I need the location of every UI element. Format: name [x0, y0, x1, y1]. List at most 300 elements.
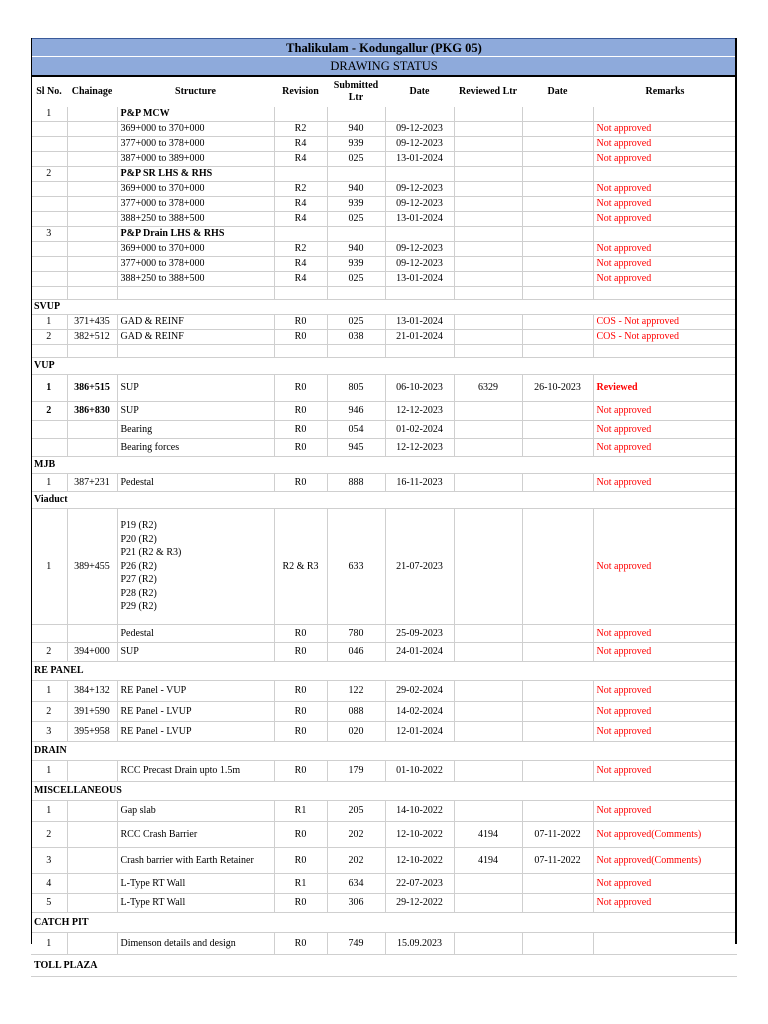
cell-reviewed-date [522, 315, 593, 330]
cell-sl-no: 2 [31, 167, 67, 182]
cell-date: 12-12-2023 [385, 402, 454, 421]
cell-sl-no: 1 [31, 761, 67, 782]
cell-date: 24-01-2024 [385, 643, 454, 662]
cell-sl-no: 1 [31, 681, 67, 702]
spacer-row [31, 287, 737, 300]
cell-remarks: Reviewed [593, 375, 737, 402]
cell-chainage [67, 421, 117, 439]
cell-revision: R0 [274, 681, 327, 702]
empty-cell [274, 287, 327, 300]
cell-reviewed-ltr [454, 167, 522, 182]
section-header-row [31, 782, 737, 801]
table-row [31, 182, 737, 197]
cell-chainage [67, 874, 117, 894]
cell-structure: Pedestal [117, 625, 274, 643]
empty-cell [117, 287, 274, 300]
cell-date: 22-07-2023 [385, 874, 454, 894]
cell-date: 21-01-2024 [385, 330, 454, 345]
section-title: MISCELLANEOUS [31, 782, 737, 801]
cell-date: 13-01-2024 [385, 272, 454, 287]
cell-submitted-ltr: 939 [327, 257, 385, 272]
cell-remarks: Not approved [593, 212, 737, 227]
cell-structure: Bearing [117, 421, 274, 439]
cell-date: 16-11-2023 [385, 474, 454, 492]
col-header-date: Date [409, 86, 430, 97]
cell-structure: 388+250 to 388+500 [117, 212, 274, 227]
cell-revision: R1 [274, 874, 327, 894]
section-header-row [31, 662, 737, 681]
cell-reviewed-date [522, 330, 593, 345]
cell-date [385, 107, 454, 122]
cell-chainage [67, 107, 117, 122]
cell-submitted-ltr: 634 [327, 874, 385, 894]
cell-chainage: 386+830 [67, 402, 117, 421]
table-row [31, 107, 737, 122]
cell-reviewed-ltr [454, 681, 522, 702]
cell-revision [274, 227, 327, 242]
cell-reviewed-date [522, 197, 593, 212]
cell-revision: R2 & R3 [274, 509, 327, 625]
empty-cell [385, 345, 454, 358]
cell-reviewed-date [522, 509, 593, 625]
cell-remarks: Not approved [593, 801, 737, 822]
cell-sl-no: 3 [31, 227, 67, 242]
project-title: Thalikulam - Kodungallur (PKG 05) [31, 39, 737, 57]
table-row [31, 421, 737, 439]
cell-structure: 377+000 to 378+000 [117, 257, 274, 272]
table-row [31, 509, 737, 625]
cell-reviewed-ltr [454, 722, 522, 742]
table-row [31, 212, 737, 227]
cell-revision: R0 [274, 894, 327, 913]
cell-remarks: Not approved [593, 197, 737, 212]
cell-remarks: Not approved [593, 257, 737, 272]
table-row [31, 874, 737, 894]
cell-reviewed-date [522, 167, 593, 182]
section-header-row [31, 955, 737, 977]
cell-remarks: Not approved [593, 874, 737, 894]
cell-reviewed-date [522, 874, 593, 894]
cell-reviewed-date [522, 212, 593, 227]
cell-remarks [593, 167, 737, 182]
cell-remarks: COS - Not approved [593, 330, 737, 345]
cell-submitted-ltr: 025 [327, 272, 385, 287]
cell-sl-no: 1 [31, 315, 67, 330]
cell-sl-no: 1 [31, 375, 67, 402]
cell-remarks [593, 107, 737, 122]
cell-revision: R4 [274, 212, 327, 227]
cell-structure: RCC Crash Barrier [117, 822, 274, 848]
table-row [31, 242, 737, 257]
section-header-row [31, 300, 737, 315]
drawing-status-table [31, 38, 737, 977]
cell-date: 12-10-2022 [385, 822, 454, 848]
cell-remarks: Not approved [593, 702, 737, 722]
cell-revision [274, 107, 327, 122]
cell-remarks: Not approved [593, 625, 737, 643]
cell-reviewed-date [522, 227, 593, 242]
cell-chainage [67, 212, 117, 227]
cell-remarks: Not approved [593, 643, 737, 662]
cell-chainage [67, 933, 117, 955]
cell-chainage [67, 242, 117, 257]
cell-reviewed-date [522, 761, 593, 782]
cell-date: 09-12-2023 [385, 257, 454, 272]
cell-submitted-ltr: 205 [327, 801, 385, 822]
cell-submitted-ltr: 306 [327, 894, 385, 913]
empty-cell [593, 345, 737, 358]
col-header-reviewed-ltr: Reviewed Ltr [458, 86, 518, 97]
section-header-row [31, 457, 737, 474]
cell-remarks: Not approved [593, 242, 737, 257]
cell-chainage [67, 197, 117, 212]
cell-reviewed-date [522, 402, 593, 421]
cell-sl-no [31, 625, 67, 643]
cell-remarks: Not approved [593, 722, 737, 742]
section-title: MJB [31, 457, 737, 474]
cell-reviewed-date [522, 257, 593, 272]
cell-structure: 369+000 to 370+000 [117, 182, 274, 197]
cell-chainage: 394+000 [67, 643, 117, 662]
cell-reviewed-ltr [454, 874, 522, 894]
col-header-sl-no: Sl No. [36, 86, 62, 97]
cell-reviewed-ltr [454, 643, 522, 662]
cell-date: 14-10-2022 [385, 801, 454, 822]
cell-chainage [67, 152, 117, 167]
cell-chainage [67, 257, 117, 272]
cell-structure: P&P Drain LHS & RHS [117, 227, 274, 242]
cell-chainage: 384+132 [67, 681, 117, 702]
cell-date: 09-12-2023 [385, 242, 454, 257]
cell-date: 12-12-2023 [385, 439, 454, 457]
cell-remarks: Not approved [593, 474, 737, 492]
cell-structure: P19 (R2) P20 (R2) P21 (R2 & R3) P26 (R2) P27 (R2) P28 (R2) P29 (R2) [117, 509, 274, 625]
cell-date: 06-10-2023 [385, 375, 454, 402]
cell-date: 01-02-2024 [385, 421, 454, 439]
section-header-row [31, 742, 737, 761]
cell-submitted-ltr: 888 [327, 474, 385, 492]
cell-revision: R4 [274, 257, 327, 272]
cell-reviewed-date [522, 702, 593, 722]
table-row [31, 474, 737, 492]
cell-reviewed-ltr [454, 197, 522, 212]
cell-reviewed-date [522, 137, 593, 152]
table-row [31, 122, 737, 137]
section-header-row [31, 492, 737, 509]
cell-submitted-ltr: 088 [327, 702, 385, 722]
cell-structure: 387+000 to 389+000 [117, 152, 274, 167]
empty-cell [274, 345, 327, 358]
col-header-remarks: Remarks [645, 86, 685, 97]
cell-structure: RE Panel - VUP [117, 681, 274, 702]
cell-reviewed-date [522, 801, 593, 822]
cell-sl-no [31, 137, 67, 152]
cell-submitted-ltr: 122 [327, 681, 385, 702]
cell-reviewed-date [522, 182, 593, 197]
cell-submitted-ltr: 038 [327, 330, 385, 345]
cell-structure: SUP [117, 643, 274, 662]
cell-structure: 377+000 to 378+000 [117, 137, 274, 152]
cell-sl-no [31, 152, 67, 167]
cell-chainage [67, 761, 117, 782]
cell-submitted-ltr: 749 [327, 933, 385, 955]
cell-date: 25-09-2023 [385, 625, 454, 643]
cell-reviewed-ltr [454, 182, 522, 197]
section-title: SVUP [31, 300, 737, 315]
cell-structure: L-Type RT Wall [117, 874, 274, 894]
cell-sl-no: 2 [31, 702, 67, 722]
section-title: CATCH PIT [31, 913, 737, 933]
table-row [31, 375, 737, 402]
empty-cell [454, 287, 522, 300]
section-header-row [31, 913, 737, 933]
cell-chainage [67, 625, 117, 643]
cell-revision: R0 [274, 402, 327, 421]
cell-revision: R2 [274, 242, 327, 257]
cell-sl-no: 3 [31, 722, 67, 742]
cell-sl-no: 1 [31, 801, 67, 822]
cell-reviewed-ltr [454, 227, 522, 242]
cell-submitted-ltr: 946 [327, 402, 385, 421]
table-row [31, 848, 737, 874]
col-header-reviewed-date: Date [547, 86, 568, 97]
cell-remarks: Not approved [593, 152, 737, 167]
cell-chainage: 391+590 [67, 702, 117, 722]
cell-date: 09-12-2023 [385, 182, 454, 197]
cell-structure: 369+000 to 370+000 [117, 242, 274, 257]
cell-chainage: 395+958 [67, 722, 117, 742]
cell-remarks: Not approved [593, 182, 737, 197]
cell-reviewed-ltr [454, 272, 522, 287]
cell-reviewed-ltr [454, 315, 522, 330]
cell-submitted-ltr: 940 [327, 242, 385, 257]
cell-reviewed-ltr [454, 761, 522, 782]
section-header-row [31, 358, 737, 375]
cell-reviewed-date: 07-11-2022 [522, 848, 593, 874]
cell-submitted-ltr [327, 107, 385, 122]
cell-remarks: Not approved(Comments) [593, 848, 737, 874]
cell-reviewed-ltr [454, 933, 522, 955]
table-row [31, 402, 737, 421]
cell-structure: Dimenson details and design [117, 933, 274, 955]
table-row [31, 894, 737, 913]
cell-submitted-ltr [327, 227, 385, 242]
cell-revision: R0 [274, 421, 327, 439]
cell-revision: R4 [274, 137, 327, 152]
cell-structure: Pedestal [117, 474, 274, 492]
cell-reviewed-date [522, 439, 593, 457]
table-row [31, 722, 737, 742]
cell-sl-no: 5 [31, 894, 67, 913]
cell-sl-no: 1 [31, 107, 67, 122]
empty-cell [67, 287, 117, 300]
cell-reviewed-date [522, 933, 593, 955]
cell-remarks: Not approved [593, 681, 737, 702]
cell-chainage [67, 227, 117, 242]
cell-chainage: 371+435 [67, 315, 117, 330]
table-row [31, 761, 737, 782]
cell-date: 29-02-2024 [385, 681, 454, 702]
cell-revision: R0 [274, 933, 327, 955]
cell-structure: L-Type RT Wall [117, 894, 274, 913]
cell-reviewed-date [522, 107, 593, 122]
cell-sl-no [31, 122, 67, 137]
cell-chainage [67, 894, 117, 913]
table-row [31, 315, 737, 330]
table-row [31, 822, 737, 848]
cell-submitted-ltr: 940 [327, 182, 385, 197]
cell-reviewed-date [522, 894, 593, 913]
table-row [31, 643, 737, 662]
cell-chainage: 389+455 [67, 509, 117, 625]
cell-remarks: Not approved [593, 894, 737, 913]
cell-reviewed-ltr [454, 330, 522, 345]
cell-submitted-ltr: 780 [327, 625, 385, 643]
cell-reviewed-ltr [454, 439, 522, 457]
cell-date: 01-10-2022 [385, 761, 454, 782]
cell-date: 09-12-2023 [385, 197, 454, 212]
spacer-row [31, 345, 737, 358]
cell-sl-no [31, 272, 67, 287]
cell-structure: Crash barrier with Earth Retainer [117, 848, 274, 874]
cell-reviewed-date [522, 722, 593, 742]
cell-submitted-ltr: 025 [327, 152, 385, 167]
cell-structure: RCC Precast Drain upto 1.5m [117, 761, 274, 782]
cell-revision: R0 [274, 761, 327, 782]
cell-revision: R0 [274, 330, 327, 345]
cell-date: 13-01-2024 [385, 152, 454, 167]
empty-cell [454, 345, 522, 358]
cell-reviewed-ltr [454, 107, 522, 122]
cell-structure: GAD & REINF [117, 330, 274, 345]
cell-reviewed-ltr [454, 421, 522, 439]
cell-reviewed-ltr: 4194 [454, 822, 522, 848]
empty-cell [522, 345, 593, 358]
cell-reviewed-ltr [454, 242, 522, 257]
cell-date: 13-01-2024 [385, 315, 454, 330]
cell-chainage [67, 122, 117, 137]
cell-revision: R0 [274, 315, 327, 330]
cell-revision: R0 [274, 625, 327, 643]
cell-chainage [67, 272, 117, 287]
sheet-subtitle: DRAWING STATUS [31, 57, 737, 77]
cell-date: 15.09.2023 [385, 933, 454, 955]
cell-reviewed-date [522, 681, 593, 702]
cell-submitted-ltr: 939 [327, 197, 385, 212]
cell-sl-no: 3 [31, 848, 67, 874]
cell-structure: P&P SR LHS & RHS [117, 167, 274, 182]
cell-remarks [593, 227, 737, 242]
cell-revision: R0 [274, 375, 327, 402]
section-title: TOLL PLAZA [31, 955, 737, 977]
cell-sl-no [31, 197, 67, 212]
cell-structure: SUP [117, 402, 274, 421]
cell-remarks: Not approved [593, 439, 737, 457]
cell-sl-no: 2 [31, 330, 67, 345]
cell-reviewed-ltr [454, 894, 522, 913]
cell-reviewed-ltr [454, 625, 522, 643]
cell-submitted-ltr: 020 [327, 722, 385, 742]
cell-sl-no: 1 [31, 474, 67, 492]
cell-reviewed-date [522, 421, 593, 439]
cell-submitted-ltr: 945 [327, 439, 385, 457]
cell-structure: 377+000 to 378+000 [117, 197, 274, 212]
empty-cell [385, 287, 454, 300]
empty-cell [31, 345, 67, 358]
cell-date: 09-12-2023 [385, 122, 454, 137]
cell-date [385, 167, 454, 182]
cell-sl-no [31, 439, 67, 457]
cell-reviewed-ltr [454, 212, 522, 227]
cell-structure: P&P MCW [117, 107, 274, 122]
cell-structure: Bearing forces [117, 439, 274, 457]
cell-remarks: COS - Not approved [593, 315, 737, 330]
cell-revision: R0 [274, 702, 327, 722]
cell-reviewed-ltr [454, 152, 522, 167]
cell-date: 09-12-2023 [385, 137, 454, 152]
cell-remarks [593, 933, 737, 955]
col-header-revision: Revision [282, 86, 319, 97]
cell-sl-no: 2 [31, 402, 67, 421]
cell-submitted-ltr: 633 [327, 509, 385, 625]
cell-sl-no: 4 [31, 874, 67, 894]
cell-chainage: 382+512 [67, 330, 117, 345]
cell-sl-no [31, 242, 67, 257]
cell-revision: R0 [274, 848, 327, 874]
cell-date: 13-01-2024 [385, 212, 454, 227]
cell-revision: R0 [274, 822, 327, 848]
cell-reviewed-ltr [454, 402, 522, 421]
table-row [31, 137, 737, 152]
cell-chainage: 387+231 [67, 474, 117, 492]
cell-remarks: Not approved [593, 761, 737, 782]
cell-sl-no [31, 421, 67, 439]
cell-reviewed-ltr: 4194 [454, 848, 522, 874]
cell-sl-no: 1 [31, 933, 67, 955]
cell-chainage [67, 137, 117, 152]
empty-cell [593, 287, 737, 300]
table-row [31, 257, 737, 272]
column-header-row [31, 76, 737, 107]
section-title: DRAIN [31, 742, 737, 761]
drawing-status-sheet [31, 38, 737, 977]
cell-sl-no: 1 [31, 509, 67, 625]
cell-date: 21-07-2023 [385, 509, 454, 625]
cell-reviewed-ltr [454, 137, 522, 152]
section-title: VUP [31, 358, 737, 375]
cell-remarks: Not approved [593, 421, 737, 439]
cell-submitted-ltr: 940 [327, 122, 385, 137]
cell-revision: R4 [274, 272, 327, 287]
empty-cell [31, 287, 67, 300]
cell-reviewed-date [522, 242, 593, 257]
cell-sl-no [31, 257, 67, 272]
cell-reviewed-date [522, 272, 593, 287]
cell-reviewed-date: 07-11-2022 [522, 822, 593, 848]
empty-cell [67, 345, 117, 358]
cell-submitted-ltr [327, 167, 385, 182]
cell-submitted-ltr: 046 [327, 643, 385, 662]
cell-reviewed-date [522, 643, 593, 662]
cell-reviewed-ltr [454, 122, 522, 137]
section-title: RE PANEL [31, 662, 737, 681]
col-header-structure: Structure [175, 86, 216, 97]
table-row [31, 167, 737, 182]
cell-chainage [67, 182, 117, 197]
table-row [31, 439, 737, 457]
cell-revision: R0 [274, 722, 327, 742]
empty-cell [522, 287, 593, 300]
